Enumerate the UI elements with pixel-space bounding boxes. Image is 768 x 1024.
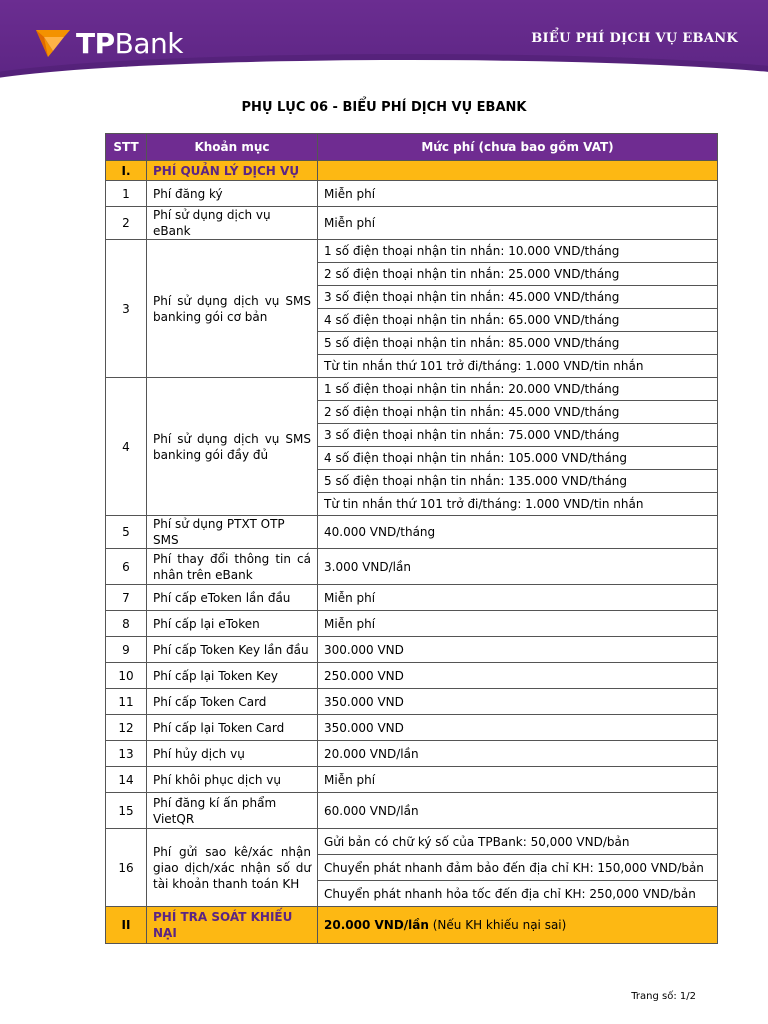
row-fee: 350.000 VND [318,715,718,741]
document-title: PHỤ LỤC 06 - BIỂU PHÍ DỊCH VỤ EBANK [241,100,527,115]
section-name: PHÍ QUẢN LÝ DỊCH VỤ [147,161,318,181]
row-item: Phí thay đổi thông tin cá nhân trên eBank [147,549,318,585]
row-fee: 20.000 VND/lần [318,741,718,767]
row-stt: 7 [106,585,147,611]
row-stt: 13 [106,741,147,767]
row-item: Phí sử dụng PTXT OTP SMS [147,516,318,549]
col-header-fee: Mức phí (chưa bao gồm VAT) [318,134,718,161]
logo-text-tp: TP [76,26,115,60]
section-name: PHÍ TRA SOÁT KHIẾU NẠI [147,907,318,944]
table-row [106,611,718,637]
row-fee: Miễn phí [318,585,718,611]
row-fee: Từ tin nhắn thứ 101 trở đi/tháng: 1.000 VND/tin nhắn [318,493,718,516]
section-number: I. [106,161,147,181]
row-item: Phí cấp lại Token Key [147,663,318,689]
row-fee: 350.000 VND [318,689,718,715]
header-title: BIỂU PHÍ DỊCH VỤ EBANK [531,31,738,46]
row-item: Phí đăng ký [147,181,318,207]
row-stt: 5 [106,516,147,549]
table-row [106,741,718,767]
table-row [106,663,718,689]
section-fee [318,907,718,944]
row-fee: Chuyển phát nhanh hỏa tốc đến địa chỉ KH: 250,000 VND/bản [318,881,718,907]
row-fee: 2 số điện thoại nhận tin nhắn: 25.000 VND/tháng [318,263,718,286]
row-fee: 4 số điện thoại nhận tin nhắn: 65.000 VND/tháng [318,309,718,332]
section-row-complaints [106,907,718,944]
section-fee-amount: 20.000 VND/lần [324,918,429,932]
table-row [106,516,718,549]
table-row [106,378,718,401]
row-stt: 3 [106,240,147,378]
tpbank-logo-icon [34,27,72,59]
row-item: Phí sử dụng dịch vụ SMS banking gói đầy đủ [147,378,318,516]
table-row [106,793,718,829]
row-stt: 9 [106,637,147,663]
row-fee: 2 số điện thoại nhận tin nhắn: 45.000 VND/tháng [318,401,718,424]
row-fee: 1 số điện thoại nhận tin nhắn: 10.000 VND/tháng [318,240,718,263]
row-stt: 16 [106,829,147,907]
section-number: II [106,907,147,944]
row-stt: 6 [106,549,147,585]
table-row [106,181,718,207]
row-item: Phí cấp Token Card [147,689,318,715]
row-fee: 60.000 VND/lần [318,793,718,829]
row-stt: 10 [106,663,147,689]
table-header-row [106,134,718,161]
row-item: Phí cấp eToken lần đầu [147,585,318,611]
row-fee: 250.000 VND [318,663,718,689]
row-fee: Gửi bản có chữ ký số của TPBank: 50,000 VND/bản [318,829,718,855]
col-header-stt: STT [106,134,147,161]
row-fee: 3 số điện thoại nhận tin nhắn: 75.000 VND/tháng [318,424,718,447]
row-fee: Miễn phí [318,767,718,793]
row-fee: 300.000 VND [318,637,718,663]
table-row [106,637,718,663]
page-number: Trang số: 1/2 [631,991,696,1002]
row-item: Phí cấp Token Key lần đầu [147,637,318,663]
table-row [106,715,718,741]
row-stt: 8 [106,611,147,637]
row-item: Phí cấp lại Token Card [147,715,318,741]
page-header [0,0,768,82]
table-row [106,240,718,263]
row-fee: Miễn phí [318,207,718,240]
section-row-management [106,161,718,181]
row-item: Phí sử dụng dịch vụ SMS banking gói cơ bản [147,240,318,378]
table-row [106,585,718,611]
row-item: Phí gửi sao kê/xác nhận giao dịch/xác nhận số dư tài khoản thanh toán KH [147,829,318,907]
logo-text-bank: Bank [114,26,183,60]
table-row [106,767,718,793]
col-header-item: Khoản mục [147,134,318,161]
section-fee-note: (Nếu KH khiếu nại sai) [428,918,567,932]
table-row [106,689,718,715]
row-fee: 3.000 VND/lần [318,549,718,585]
row-fee: 1 số điện thoại nhận tin nhắn: 20.000 VND/tháng [318,378,718,401]
row-fee: 5 số điện thoại nhận tin nhắn: 135.000 VND/tháng [318,470,718,493]
row-fee: 40.000 VND/tháng [318,516,718,549]
row-stt: 1 [106,181,147,207]
row-item: Phí cấp lại eToken [147,611,318,637]
row-fee: Miễn phí [318,181,718,207]
table-row [106,829,718,855]
row-fee: 5 số điện thoại nhận tin nhắn: 85.000 VND/tháng [318,332,718,355]
fee-table [105,133,718,944]
row-fee: 4 số điện thoại nhận tin nhắn: 105.000 VND/tháng [318,447,718,470]
row-stt: 15 [106,793,147,829]
table-row [106,207,718,240]
tpbank-logo [34,26,183,60]
row-stt: 11 [106,689,147,715]
row-stt: 14 [106,767,147,793]
row-stt: 2 [106,207,147,240]
row-fee: 3 số điện thoại nhận tin nhắn: 45.000 VND/tháng [318,286,718,309]
row-stt: 12 [106,715,147,741]
row-item: Phí đăng kí ấn phẩm VietQR [147,793,318,829]
row-item: Phí khôi phục dịch vụ [147,767,318,793]
row-fee: Từ tin nhắn thứ 101 trở đi/tháng: 1.000 VND/tin nhắn [318,355,718,378]
logo-text [76,27,183,60]
row-fee: Chuyển phát nhanh đảm bảo đến địa chỉ KH: 150,000 VND/bản [318,855,718,881]
table-row [106,549,718,585]
section-fee-empty [318,161,718,181]
row-fee: Miễn phí [318,611,718,637]
row-stt: 4 [106,378,147,516]
row-item: Phí sử dụng dịch vụ eBank [147,207,318,240]
row-item: Phí hủy dịch vụ [147,741,318,767]
